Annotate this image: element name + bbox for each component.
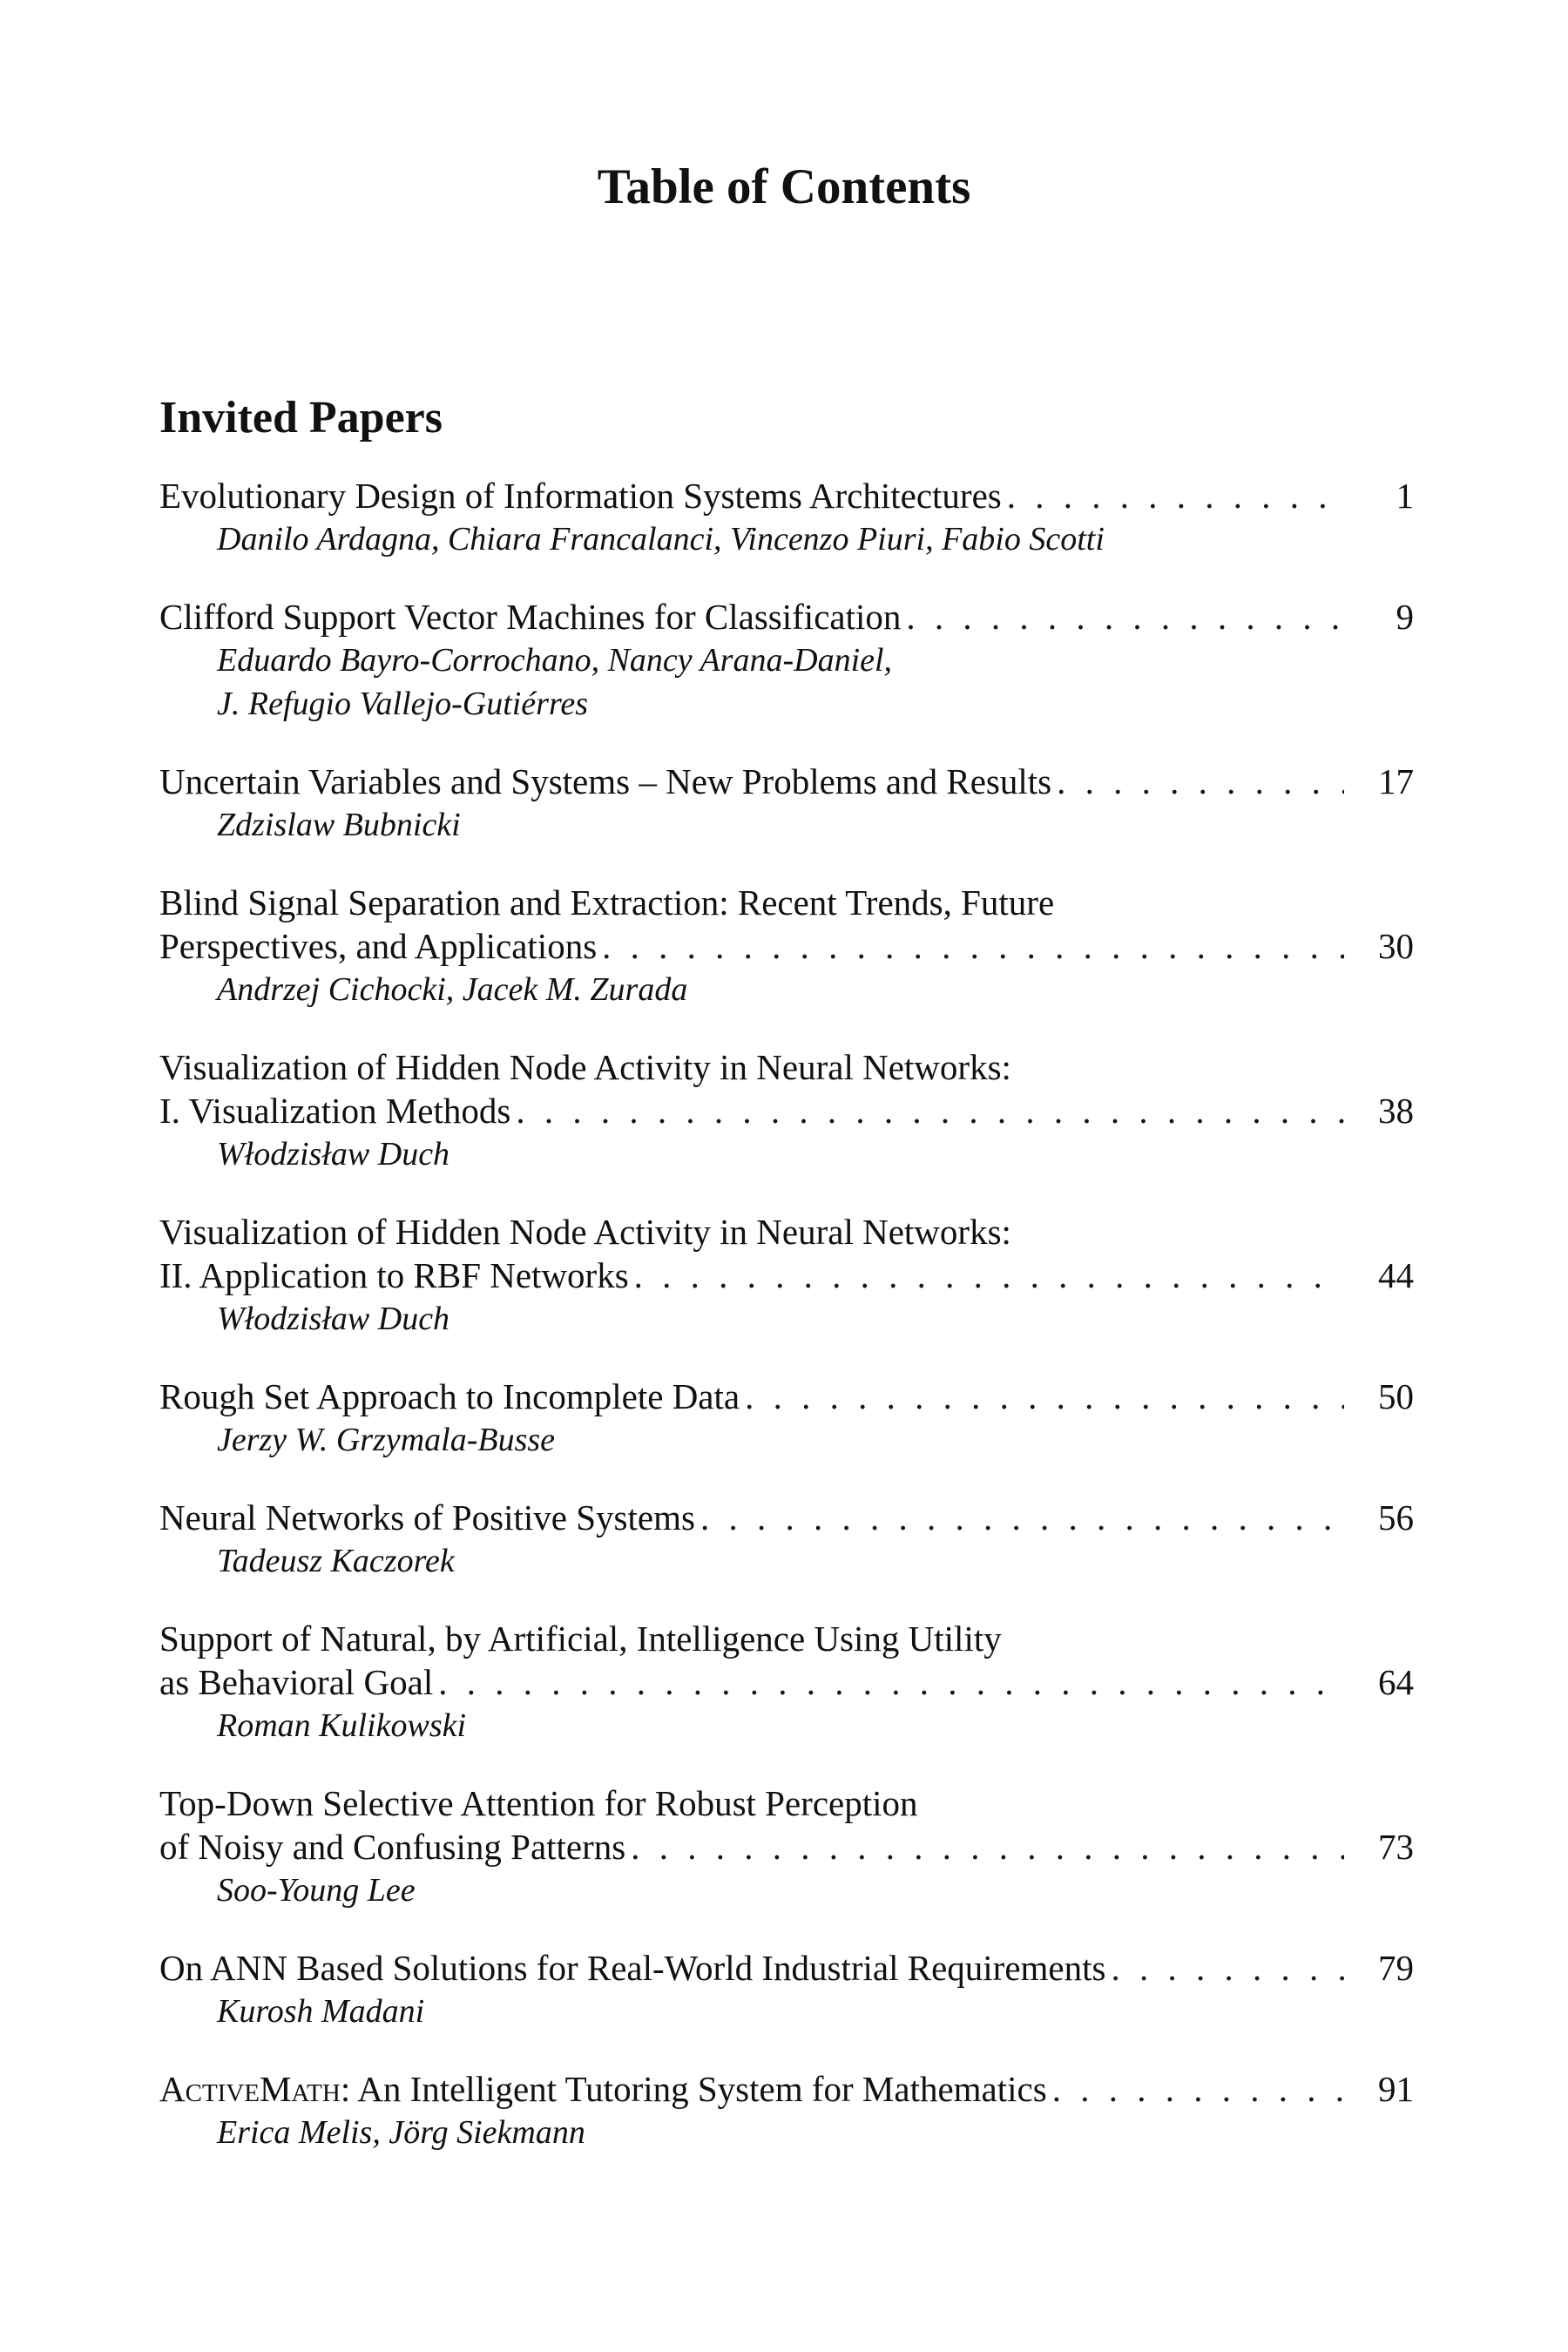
- dot-leader: [1052, 2067, 1344, 2111]
- toc-entry: [159, 881, 1414, 1011]
- section-heading: Invited Papers: [159, 393, 443, 443]
- entry-authors: Eduardo Bayro-Corrochano, Nancy Arana-Daniel,: [217, 642, 893, 679]
- entry-authors: J. Refugio Vallejo-Gutiérres: [217, 686, 588, 722]
- dot-leader: [700, 1496, 1344, 1539]
- entry-title: On ANN Based Solutions for Real-World Industrial Requirements: [159, 1948, 1106, 1988]
- entry-title-line: Support of Natural, by Artificial, Intelligence Using Utility: [159, 1619, 1002, 1659]
- entry-title: Perspectives, and Applications: [159, 926, 598, 966]
- entry-title-line: Visualization of Hidden Node Activity in Neural Networks:: [159, 1047, 1011, 1087]
- entry-title-smallcaps: ActiveMath: [159, 2069, 341, 2109]
- dot-leader: [438, 1660, 1344, 1704]
- entry-authors: Andrzej Cichocki, Jacek M. Zurada: [217, 971, 688, 1008]
- page-number: 30: [1378, 926, 1414, 966]
- dot-leader: [1007, 474, 1344, 517]
- entry-title-last-line: [159, 1946, 1414, 1990]
- dot-leader: [1111, 1946, 1344, 1990]
- dot-leader: [516, 1089, 1344, 1132]
- dot-leader: [745, 1375, 1344, 1418]
- toc-entry: [159, 1045, 1414, 1176]
- page-number: 9: [1396, 597, 1414, 637]
- entry-title-last-line: [159, 595, 1414, 639]
- entry-authors: Jerzy W. Grzymala-Busse: [217, 1422, 556, 1458]
- entry-title-last-line: [159, 1825, 1414, 1869]
- entry-authors: Zdzislaw Bubnicki: [217, 807, 461, 843]
- entry-title: II. Application to RBF Networks: [159, 1255, 629, 1295]
- entry-title-last-line: [159, 1496, 1414, 1539]
- entry-title-text: : An Intelligent Tutoring System for Mathematics: [340, 2069, 1047, 2109]
- entry-title-line: Blind Signal Separation and Extraction: Recent Trends, Future: [159, 882, 1055, 923]
- entry-authors: Erica Melis, Jörg Siekmann: [217, 2114, 585, 2151]
- entry-title-last-line: [159, 760, 1414, 803]
- page-title: Table of Contents: [597, 159, 971, 214]
- entry-title-last-line: [159, 1660, 1414, 1704]
- entry-authors: Roman Kulikowski: [217, 1707, 467, 1744]
- entry-authors: Włodzisław Duch: [217, 1136, 450, 1173]
- entry-title: Neural Networks of Positive Systems: [159, 1497, 695, 1538]
- entry-authors: Danilo Ardagna, Chiara Francalanci, Vincenzo Piuri, Fabio Scotti: [217, 521, 1105, 558]
- entry-title: Uncertain Variables and Systems – New Problems and Results: [159, 761, 1052, 801]
- entry-title: I. Visualization Methods: [159, 1091, 511, 1131]
- entry-title-last-line: [159, 1089, 1414, 1132]
- dot-leader: [602, 924, 1344, 968]
- entry-title: Rough Set Approach to Incomplete Data: [159, 1376, 740, 1416]
- entry-title-last-line: [159, 1254, 1414, 1297]
- toc-entry: [159, 1946, 1414, 2033]
- entry-title-line: Visualization of Hidden Node Activity in Neural Networks:: [159, 1212, 1011, 1252]
- entry-authors: Soo-Young Lee: [217, 1872, 416, 1909]
- dot-leader: [634, 1254, 1344, 1297]
- page-number: 73: [1378, 1827, 1414, 1867]
- entry-authors: Włodzisław Duch: [217, 1301, 450, 1337]
- toc-entry: [159, 2067, 1414, 2154]
- toc-list: [159, 474, 1414, 2188]
- page-number: 91: [1378, 2069, 1414, 2109]
- toc-entry: [159, 474, 1414, 561]
- toc-entry: [159, 1375, 1414, 1462]
- page-number: 79: [1378, 1948, 1414, 1988]
- toc-entry: [159, 1617, 1414, 1747]
- page-number: 64: [1378, 1662, 1414, 1702]
- page-number: 56: [1378, 1497, 1414, 1538]
- dot-leader: [906, 595, 1344, 639]
- entry-title: Clifford Support Vector Machines for Classification: [159, 597, 902, 637]
- entry-title: Evolutionary Design of Information Systems Architectures: [159, 476, 1002, 516]
- dot-leader: [631, 1825, 1344, 1869]
- entry-title-last-line: [159, 1375, 1414, 1418]
- entry-title: [159, 2067, 1047, 2111]
- entry-authors: Tadeusz Kaczorek: [217, 1543, 455, 1579]
- entry-title: of Noisy and Confusing Patterns: [159, 1827, 626, 1867]
- entry-title-last-line: [159, 924, 1414, 968]
- page-number: 44: [1378, 1255, 1414, 1295]
- toc-entry: [159, 1210, 1414, 1341]
- entry-title-last-line: [159, 2067, 1414, 2111]
- page-number: 38: [1378, 1091, 1414, 1131]
- dot-leader: [1057, 760, 1344, 803]
- entry-title-last-line: [159, 474, 1414, 517]
- toc-entry: [159, 1496, 1414, 1583]
- entry-title: as Behavioral Goal: [159, 1662, 434, 1702]
- page-number: 17: [1378, 761, 1414, 801]
- toc-entry: [159, 1781, 1414, 1912]
- page-number: 50: [1378, 1376, 1414, 1416]
- toc-entry: [159, 595, 1414, 726]
- entry-authors: Kurosh Madani: [217, 1993, 425, 2030]
- toc-entry: [159, 760, 1414, 847]
- entry-title-line: Top-Down Selective Attention for Robust Perception: [159, 1783, 918, 1823]
- page-number: 1: [1396, 476, 1414, 516]
